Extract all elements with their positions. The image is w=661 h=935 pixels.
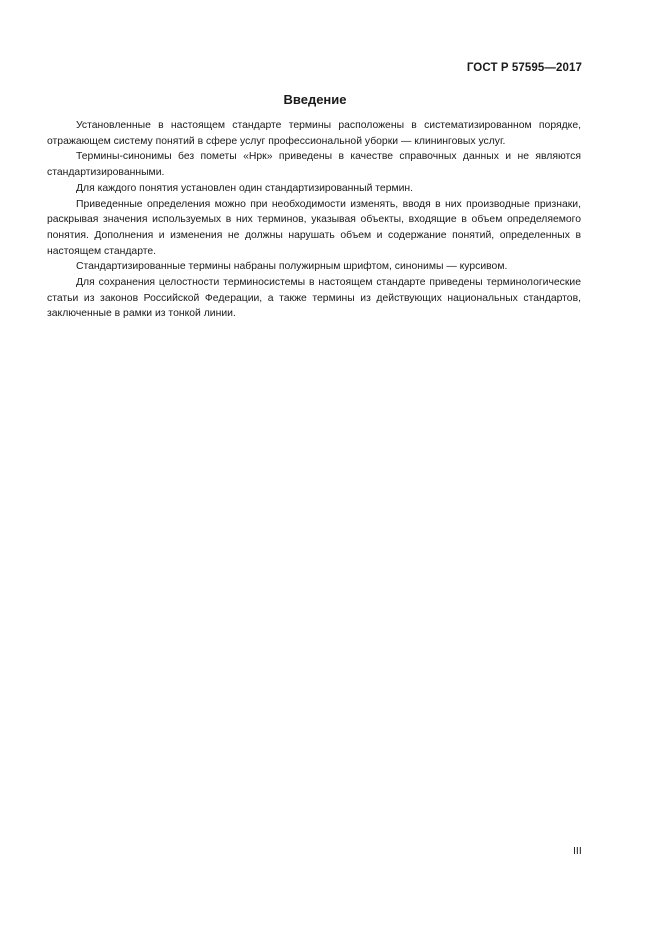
section-title: Введение [283, 92, 347, 107]
paragraph: Приведенные определения можно при необходимости изменять, вводя в них производные признаки, раскрывая значения используемых в них терминов, указывая объекты, входящие в объем определяемого понятия. Дополнения и изменения не должны нарушать объем и содержание понятий, определенных в настоящем стандарте. [47, 198, 581, 257]
paragraph: Для сохранения целостности терминосистемы в настоящем стандарте приведены терминологические статьи из законов Российской Федерации, а также термины из действующих национальных стандартов, заключенные в рамки из тонкой линии. [47, 277, 581, 320]
paragraph: Термины-синонимы без пометы «Нрк» приведены в качестве справочных данных и не являются стандартизированными. [47, 151, 581, 179]
paragraph: Стандартизированные термины набраны полужирным шрифтом, синонимы — курсивом. [76, 261, 508, 273]
paragraph: Установленные в настоящем стандарте термины расположены в систематизированном порядке, отражающем систему понятий в сфере услуг профессиональной уборки — клининговых услуг. [47, 120, 581, 147]
body-text [47, 118, 581, 322]
document-header: ГОСТ Р 57595—2017 [466, 62, 582, 74]
page-number: III [573, 845, 582, 857]
paragraph: Для каждого понятия установлен один стандартизированный термин. [76, 182, 414, 194]
